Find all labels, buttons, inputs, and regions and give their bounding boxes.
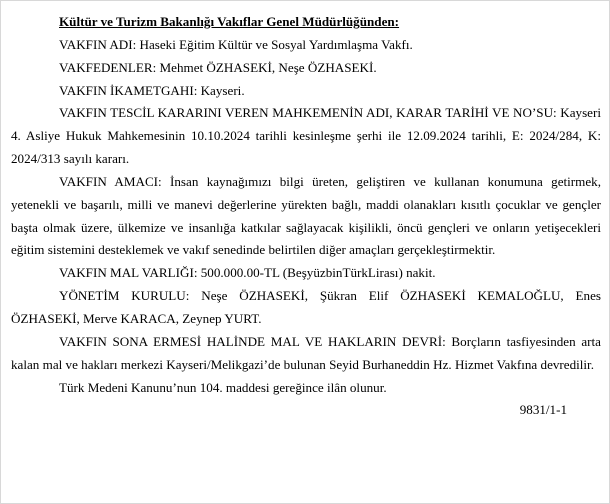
announcement-document (11, 11, 601, 421)
legal-notice-paragraph: Türk Medeni Kanunu’nun 104. maddesi gereğince ilân olunur. (59, 379, 387, 395)
issuer-heading: Kültür ve Turizm Bakanlığı Vakıflar Genel Müdürlüğünden: (59, 14, 400, 29)
purpose-paragraph: VAKFIN AMACI: İnsan kaynağımızı bilgi üreten, geliştiren ve kullanan konumuna getirmek, yetenekli ve başarılı, milli ve manevi değerlerine yürekten bağlı, maddi olanakları kısıtlı çocuklar ve gençler başta olmak üzere, ülkemize ve insanlığa katkılar sağlayacak kişilikli, öncü gençleri ve onların yetişecekleri eğitim sistemini desteklemek ve vakıf senedinde belirtilen diğer amaçları gerçekleştirmektir. (11, 173, 601, 258)
residence-paragraph: VAKFIN İKAMETGAHI: Kayseri. (59, 82, 245, 98)
dissolution-paragraph: VAKFIN SONA ERMESİ HALİNDE MAL VE HAKLARIN DEVRİ: Borçların tasfiyesinden arta kalan mal ve hakları merkezi Kayseri/Melikgazi’de bulunan Seyid Burhaneddin Hz. Hizmet Vakfına devredilir. (11, 333, 601, 372)
assets-paragraph: VAKFIN MAL VARLIĞI: 500.000.00-TL (BeşyüzbinTürkLirası) nakit. (59, 265, 436, 281)
registration-court-paragraph: VAKFIN TESCİL KARARINI VEREN MAHKEMENİN ADI, KARAR TARİHİ VE NO’SU: Kayseri 4. Asliye Hukuk Mahkemesinin 10.10.2024 tarihli kesinleşme şerhi ile 12.09.2024 tarihli, E: 2024/284, K: 2024/313 sayılı kararı. (11, 105, 601, 167)
reference-number: 9831/1-1 (519, 402, 567, 418)
foundation-name-paragraph: VAKFIN ADI: Haseki Eğitim Kültür ve Sosyal Yardımlaşma Vakfı. (59, 36, 413, 52)
founders-paragraph: VAKFEDENLER: Mehmet ÖZHASEKİ, Neşe ÖZHASEKİ. (59, 59, 377, 75)
board-paragraph: YÖNETİM KURULU: Neşe ÖZHASEKİ, Şükran Elif ÖZHASEKİ KEMALOĞLU, Enes ÖZHASEKİ, Merve KARACA, Zeynep YURT. (11, 288, 601, 326)
